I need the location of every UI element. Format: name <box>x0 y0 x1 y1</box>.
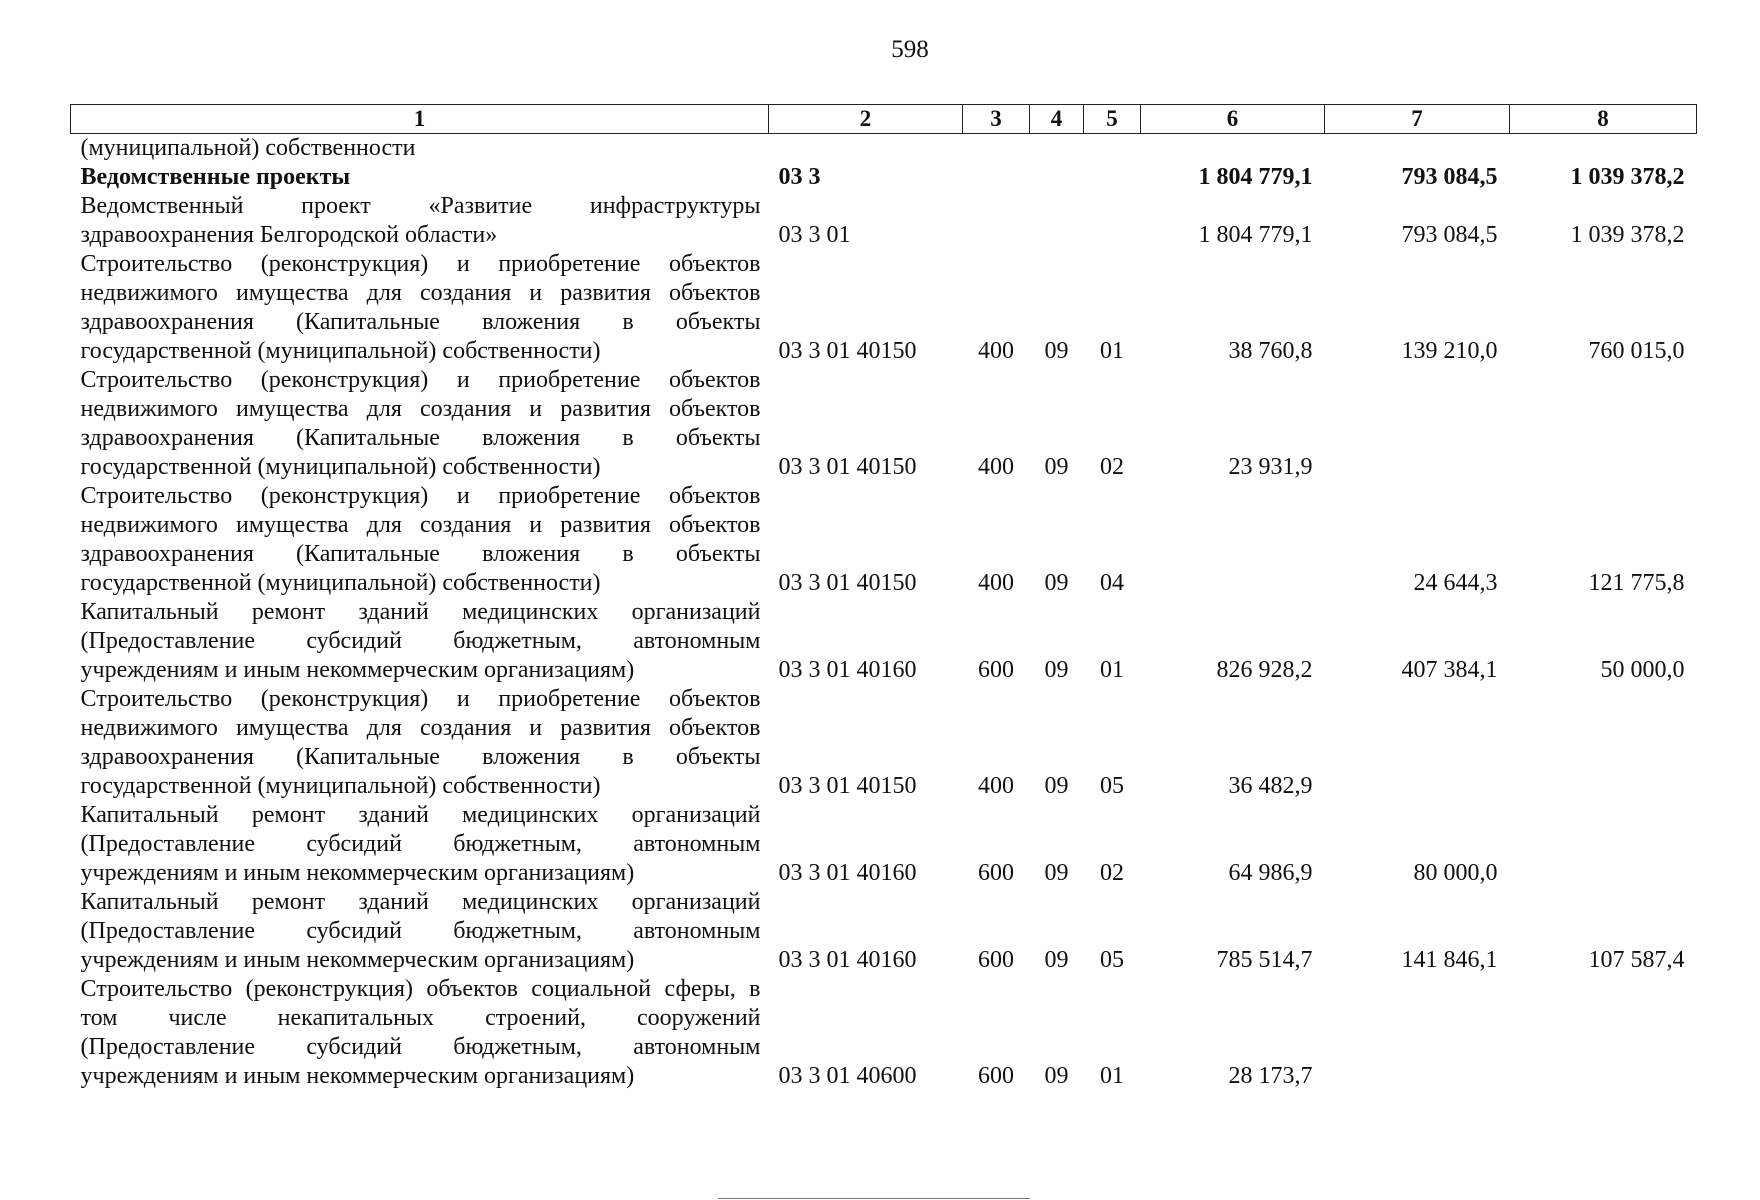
row-value-7: 407 384,1 <box>1401 657 1498 683</box>
row-value-8: 1 039 378,2 <box>1570 222 1685 248</box>
row-code: 03 3 01 40600 <box>778 1063 917 1089</box>
row-col3: 600 <box>978 947 1014 973</box>
row-col3: 600 <box>978 657 1014 683</box>
row-col4: 09 <box>1044 454 1069 480</box>
row-col3 <box>963 163 1030 192</box>
row-col3: 600 <box>978 1063 1014 1089</box>
row-col3: 400 <box>978 338 1014 364</box>
row-value-6: 826 928,2 <box>1216 657 1313 683</box>
row-code: 03 3 01 40150 <box>778 773 917 799</box>
table-row <box>71 250 1697 366</box>
row-description: Капитальный ремонт зданий медицинских организаций (Предоставление субсидий бюджетным, автономным учреждениям и иным некоммерческим организациям) <box>80 802 761 886</box>
row-value-6: 1 804 779,1 <box>1198 222 1313 248</box>
row-col4: 09 <box>1044 338 1069 364</box>
row-col5: 04 <box>1100 570 1124 596</box>
row-value-7: 139 210,0 <box>1401 338 1498 364</box>
row-col3: 400 <box>978 454 1014 480</box>
row-value-6: 23 931,9 <box>1228 454 1313 480</box>
row-code: 03 3 01 40150 <box>778 454 917 480</box>
row-col3: 400 <box>978 773 1014 799</box>
row-value-7: 24 644,3 <box>1413 570 1498 596</box>
row-col3: 600 <box>978 860 1014 886</box>
table-header <box>71 105 1697 134</box>
row-col5: 01 <box>1100 338 1124 364</box>
row-value-8 <box>1510 801 1697 888</box>
row-value-7: 793 084,5 <box>1401 164 1498 190</box>
row-col5: 02 <box>1100 454 1124 480</box>
row-value-7 <box>1325 366 1510 482</box>
row-code: 03 3 01 40160 <box>778 657 917 683</box>
table-row <box>71 163 1697 192</box>
table-row <box>71 192 1697 250</box>
row-code: 03 3 01 40150 <box>778 338 917 364</box>
row-value-6: 36 482,9 <box>1228 773 1313 799</box>
budget-table <box>70 104 1696 1091</box>
row-col4: 09 <box>1044 657 1069 683</box>
page-number: 598 <box>891 36 929 63</box>
row-value-6: 28 173,7 <box>1228 1063 1313 1089</box>
row-col4: 09 <box>1044 860 1069 886</box>
row-description: Строительство (реконструкция) и приобретение объектов недвижимого имущества для создания и развития объектов здравоохранения (Капитальные вложения в объекты государственной (муниципальной) собственности) <box>80 367 761 480</box>
row-code: 03 3 01 40160 <box>778 947 917 973</box>
row-value-8: 50 000,0 <box>1600 657 1685 683</box>
row-col5: 02 <box>1100 860 1124 886</box>
row-col3 <box>963 134 1030 164</box>
row-col3: 400 <box>978 570 1014 596</box>
table-row <box>71 598 1697 685</box>
row-description: Строительство (реконструкция) объектов социальной сферы, в том числе некапитальных строений, сооружений (Предоставление субсидий бюджетным, автономным учреждениям и иным некоммерческим организациям) <box>80 976 761 1089</box>
row-description: Капитальный ремонт зданий медицинских организаций (Предоставление субсидий бюджетным, автономным учреждениям и иным некоммерческим организациям) <box>80 889 761 973</box>
row-code <box>769 134 963 164</box>
table-row <box>71 888 1697 975</box>
row-description: Ведомственные проекты <box>80 164 351 190</box>
row-col4: 09 <box>1044 947 1069 973</box>
header-cell: 2 <box>769 105 963 134</box>
row-value-7: 141 846,1 <box>1401 947 1498 973</box>
row-code: 03 3 01 <box>778 222 851 248</box>
footer-divider <box>718 1198 1030 1199</box>
row-col5: 05 <box>1100 773 1124 799</box>
row-description: Строительство (реконструкция) и приобретение объектов недвижимого имущества для создания и развития объектов здравоохранения (Капитальные вложения в объекты государственной (муниципальной) собственности) <box>80 483 761 596</box>
header-cell: 5 <box>1084 105 1141 134</box>
row-col4: 09 <box>1044 773 1069 799</box>
header-cell: 4 <box>1030 105 1084 134</box>
row-code: 03 3 <box>778 164 821 190</box>
header-cell: 1 <box>71 105 769 134</box>
row-description: Строительство (реконструкция) и приобретение объектов недвижимого имущества для создания и развития объектов здравоохранения (Капитальные вложения в объекты государственной (муниципальной) собственности) <box>80 686 761 799</box>
row-value-7 <box>1325 134 1510 164</box>
row-value-8: 121 775,8 <box>1588 570 1685 596</box>
row-col4 <box>1030 134 1084 164</box>
row-col4: 09 <box>1044 570 1069 596</box>
table-row <box>71 801 1697 888</box>
row-value-7: 793 084,5 <box>1401 222 1498 248</box>
header-cell: 3 <box>963 105 1030 134</box>
header-cell: 7 <box>1325 105 1510 134</box>
row-description: (муниципальной) собственности <box>80 135 416 161</box>
row-value-6: 64 986,9 <box>1228 860 1313 886</box>
row-value-6: 1 804 779,1 <box>1198 164 1313 190</box>
row-col5 <box>1084 134 1141 164</box>
table-row <box>71 685 1697 801</box>
header-cell: 8 <box>1510 105 1697 134</box>
row-value-8 <box>1510 366 1697 482</box>
row-description: Строительство (реконструкция) и приобретение объектов недвижимого имущества для создания и развития объектов здравоохранения (Капитальные вложения в объекты государственной (муниципальной) собственности) <box>80 251 761 364</box>
table-row <box>71 975 1697 1091</box>
row-value-7 <box>1325 975 1510 1091</box>
row-value-6 <box>1141 482 1325 598</box>
row-col5 <box>1084 192 1141 250</box>
row-value-6: 38 760,8 <box>1228 338 1313 364</box>
table-row <box>71 482 1697 598</box>
row-value-8: 107 587,4 <box>1588 947 1685 973</box>
row-col5: 05 <box>1100 947 1124 973</box>
row-col5 <box>1084 163 1141 192</box>
row-code: 03 3 01 40150 <box>778 570 917 596</box>
table-row <box>71 366 1697 482</box>
header-cell: 6 <box>1141 105 1325 134</box>
table-body <box>71 134 1697 1092</box>
table-row <box>71 134 1697 164</box>
row-value-8: 760 015,0 <box>1588 338 1685 364</box>
row-col5: 01 <box>1100 657 1124 683</box>
row-value-7 <box>1325 685 1510 801</box>
row-description: Ведомственный проект «Развитие инфраструктуры здравоохранения Белгородской области» <box>80 193 761 248</box>
row-value-7: 80 000,0 <box>1413 860 1498 886</box>
row-value-6 <box>1141 134 1325 164</box>
row-value-8 <box>1510 134 1697 164</box>
row-value-8 <box>1510 975 1697 1091</box>
row-col3 <box>963 192 1030 250</box>
row-code: 03 3 01 40160 <box>778 860 917 886</box>
row-description: Капитальный ремонт зданий медицинских организаций (Предоставление субсидий бюджетным, автономным учреждениям и иным некоммерческим организациям) <box>80 599 761 683</box>
row-value-8 <box>1510 685 1697 801</box>
row-col4 <box>1030 192 1084 250</box>
row-value-8: 1 039 378,2 <box>1570 164 1685 190</box>
row-col4: 09 <box>1044 1063 1069 1089</box>
row-col4 <box>1030 163 1084 192</box>
row-col5: 01 <box>1100 1063 1124 1089</box>
row-value-6: 785 514,7 <box>1216 947 1313 973</box>
